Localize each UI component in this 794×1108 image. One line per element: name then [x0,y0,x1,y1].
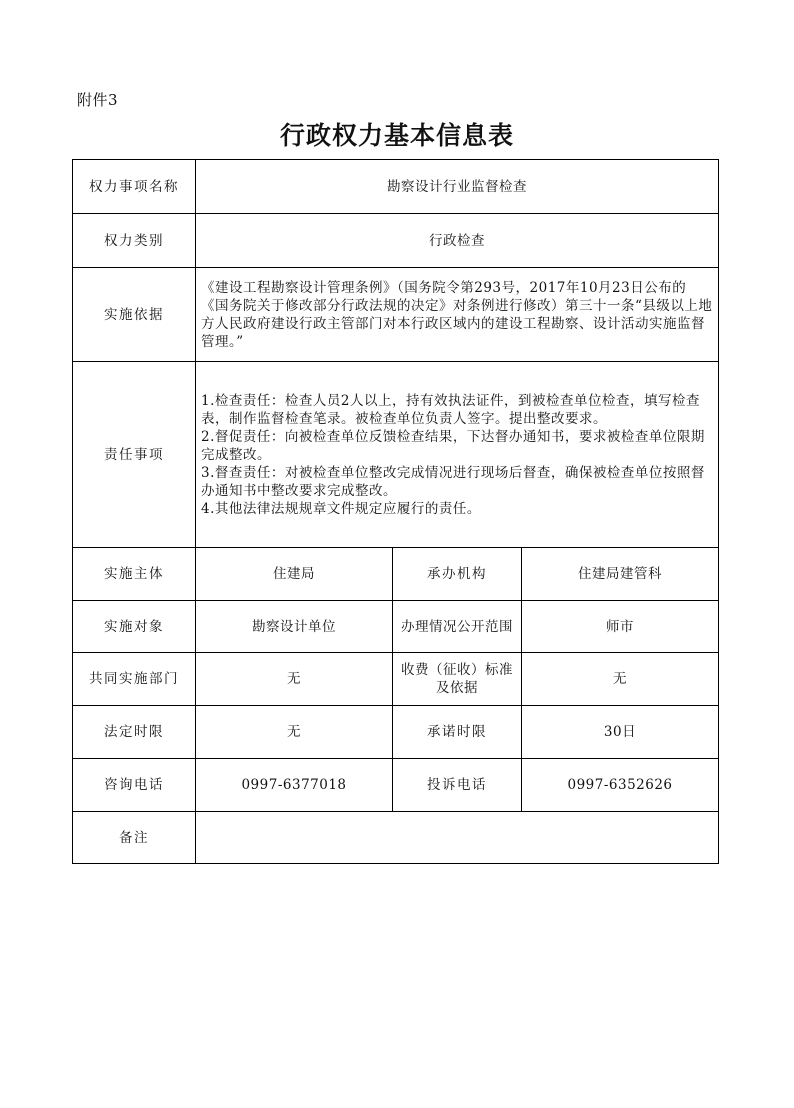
power-category-value: 行政检查 [196,214,719,268]
attachment-label: 附件3 [77,91,119,109]
implementing-body-value: 住建局 [196,548,393,601]
fee-standard-label: 收费（征收）标准及依据 [393,653,522,706]
consult-phone-label: 咨询电话 [73,759,196,812]
row-power-name [73,160,719,214]
consult-phone-value: 0997-6377018 [196,759,393,812]
basis-label: 实施依据 [73,268,196,362]
row-power-category [73,214,719,268]
row-remarks [73,812,719,864]
joint-dept-label: 共同实施部门 [73,653,196,706]
target-value: 勘察设计单位 [196,601,393,653]
remarks-value [196,812,719,864]
fee-standard-value: 无 [522,653,719,706]
row-responsibility [73,362,719,548]
responsibility-item: 3.督查责任：对被检查单位整改完成情况进行现场后督查，确保被检查单位按照督办通知书中整改要求完成整改。 [201,464,705,499]
page-title: 行政权力基本信息表 [279,121,514,150]
joint-dept-value: 无 [196,653,393,706]
responsibility-item: 2.督促责任：向被检查单位反馈检查结果，下达督办通知书，要求被检查单位限期完成整改。 [201,428,705,463]
responsibility-label: 责任事项 [73,362,196,548]
row-joint-dept [73,653,719,706]
info-table [72,159,719,864]
legal-time-limit-value: 无 [196,706,393,759]
implementing-body-label: 实施主体 [73,548,196,601]
promised-time-limit-label: 承诺时限 [393,706,522,759]
power-category-label: 权力类别 [73,214,196,268]
legal-time-limit-label: 法定时限 [73,706,196,759]
responsibility-items [196,362,719,548]
target-label: 实施对象 [73,601,196,653]
disclosure-scope-label: 办理情况公开范围 [393,601,522,653]
handling-agency-value: 住建局建管科 [522,548,719,601]
basis-value: 《建设工程勘察设计管理条例》（国务院令第293号，2017年10月23日公布的《国务院关于修改部分行政法规的决定》对条例进行修改）第三十一条“县级以上地方人民政府建设行政主管部门对本行政区域内的建设工程勘察、设计活动实施监督管理。” [196,268,719,362]
responsibility-item: 1.检查责任：检查人员2人以上，持有效执法证件，到被检查单位检查，填写检查表，制作监督检查笔录。被检查单位负责人签字。提出整改要求。 [201,392,700,427]
row-time-limit [73,706,719,759]
complaint-phone-label: 投诉电话 [393,759,522,812]
complaint-phone-value: 0997-6352626 [522,759,719,812]
promised-time-limit-value: 30日 [522,706,719,759]
power-name-label: 权力事项名称 [73,160,196,214]
row-basis [73,268,719,362]
power-name-value: 勘察设计行业监督检查 [196,160,719,214]
remarks-label: 备注 [73,812,196,864]
responsibility-item: 4.其他法律法规规章文件规定应履行的责任。 [201,500,481,517]
handling-agency-label: 承办机构 [393,548,522,601]
row-implementing-body [73,548,719,601]
disclosure-scope-value: 师市 [522,601,719,653]
row-target [73,601,719,653]
row-phone [73,759,719,812]
